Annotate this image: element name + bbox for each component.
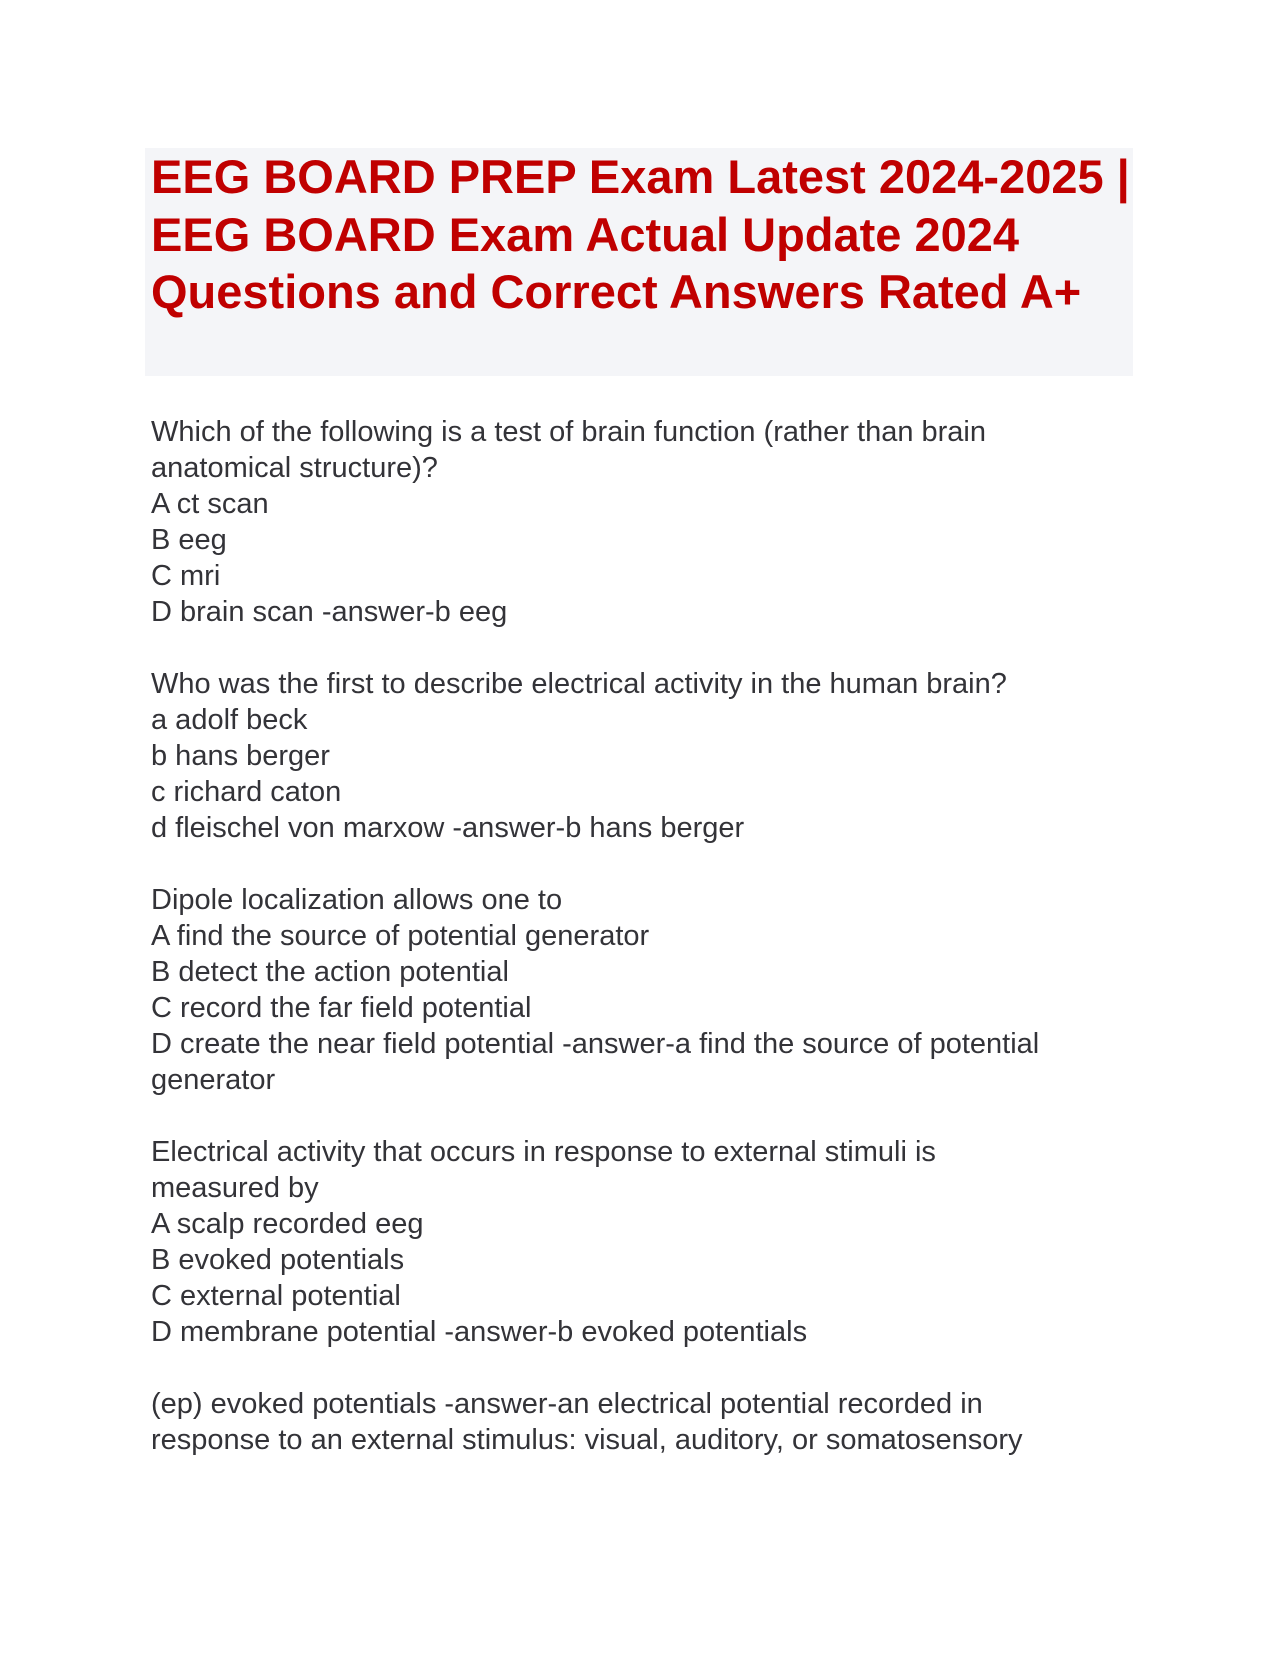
question-text: Dipole localization allows one to bbox=[151, 884, 563, 916]
option-c: c richard caton bbox=[151, 776, 342, 808]
question-text: Which of the following is a test of brain function (rather than brain bbox=[151, 416, 986, 448]
option-d-with-answer: D brain scan -answer-b eeg bbox=[151, 596, 508, 628]
option-a: a adolf beck bbox=[151, 704, 308, 736]
question-text: anatomical structure)? bbox=[151, 452, 438, 484]
option-a: A ct scan bbox=[151, 488, 269, 520]
option-b: b hans berger bbox=[151, 740, 330, 772]
question-block-4 bbox=[151, 1134, 1131, 1350]
option-d-with-answer: D create the near field potential -answer-a find the source of potential bbox=[151, 1028, 1040, 1060]
option-b: B evoked potentials bbox=[151, 1244, 405, 1276]
option-b: B eeg bbox=[151, 524, 227, 556]
question-text: Who was the first to describe electrical activity in the human brain? bbox=[151, 668, 1007, 700]
question-text: Electrical activity that occurs in response to external stimuli is bbox=[151, 1136, 936, 1168]
definition-text: response to an external stimulus: visual, auditory, or somatosensory bbox=[151, 1424, 1023, 1456]
option-c: C mri bbox=[151, 560, 221, 592]
option-d-with-answer: D membrane potential -answer-b evoked potentials bbox=[151, 1316, 808, 1348]
definition-block bbox=[151, 1386, 1131, 1458]
question-block-1 bbox=[151, 414, 1131, 630]
option-c: C external potential bbox=[151, 1280, 401, 1312]
document-title: EEG BOARD PREP Exam Latest 2024-2025 | EEG BOARD Exam Actual Update 2024 Questions and Correct Answers Rated A+ bbox=[151, 150, 1130, 318]
option-d-with-answer: d fleischel von marxow -answer-b hans berger bbox=[151, 812, 745, 844]
answer-continuation: generator bbox=[151, 1064, 276, 1096]
question-block-2 bbox=[151, 666, 1131, 846]
question-text: measured by bbox=[151, 1172, 319, 1204]
question-block-3 bbox=[151, 882, 1131, 1098]
definition-text: (ep) evoked potentials -answer-an electrical potential recorded in bbox=[151, 1388, 983, 1420]
option-b: B detect the action potential bbox=[151, 956, 509, 988]
document-body bbox=[151, 414, 1131, 1494]
option-a: A find the source of potential generator bbox=[151, 920, 650, 952]
option-c: C record the far field potential bbox=[151, 992, 532, 1024]
option-a: A scalp recorded eeg bbox=[151, 1208, 424, 1240]
